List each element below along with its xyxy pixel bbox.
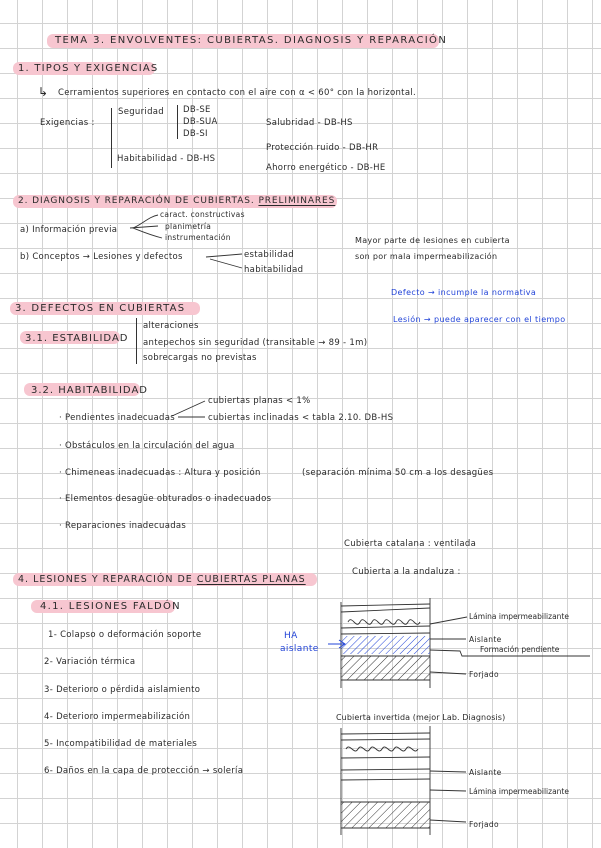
s2-estabilidad: estabilidad — [244, 250, 294, 260]
s4-andaluza: Cubierta a la andaluza : — [352, 567, 461, 577]
d1-leader-lamina — [430, 617, 467, 624]
s3-inclinadas: cubiertas inclinadas < tabla 2.10. DB-HS — [208, 413, 394, 423]
d1-aislante-blue — [341, 636, 430, 654]
d1-forjado-hatch — [341, 656, 430, 680]
s1-arrow-icon: ↳ — [38, 85, 49, 99]
s3-pendientes: · Pendientes inadecuadas — [59, 413, 175, 423]
d1-top-line — [341, 604, 430, 606]
d1-leader-forjado — [430, 672, 466, 674]
s1-db-sua: DB-SUA — [183, 117, 218, 127]
s3-alteraciones: alteraciones — [143, 321, 199, 331]
d1-insulation — [348, 620, 420, 625]
d2-insulation — [346, 747, 418, 751]
s1-heading: 1. TIPOS Y EXIGENCIAS — [18, 63, 159, 74]
s4-heading: 4. LESIONES Y REPARACIÓN DE CUBIERTAS PLANAS — [18, 574, 306, 585]
s4-ha-aislante: aislante — [280, 644, 319, 654]
s2-heading: 2. DIAGNOSIS Y REPARACIÓN DE CUBIERTAS. PRELIMINARES — [18, 196, 336, 206]
s4-item-5: 5- Incompatibilidad de materiales — [44, 739, 198, 749]
s4-item-4: 4- Deterioro impermeabilización — [44, 712, 191, 722]
s1-habitabilidad: Habitabilidad - DB-HS — [117, 154, 216, 164]
d2-aislante: Aislante — [469, 768, 502, 777]
s1-ahorro: Ahorro energético - DB-HE — [266, 163, 386, 173]
s4-item-3: 3- Deterioro o pérdida aislamiento — [44, 685, 201, 695]
d2-forjado-hatch — [341, 802, 430, 828]
s1-salubridad: Salubridad - DB-HS — [266, 118, 353, 128]
d2-leader-forjado — [430, 820, 466, 822]
s1-db-se: DB-SE — [183, 105, 211, 115]
d2-forjado: Forjado — [469, 820, 499, 829]
s1-db-si: DB-SI — [183, 129, 208, 139]
d1-forjado: Forjado — [469, 670, 499, 679]
s2-planimetria: planimetría — [165, 222, 212, 231]
s3-chimeneas: · Chimeneas inadecuadas : Altura y posición — [59, 468, 261, 478]
s3-lesion: Lesión → puede aparecer con el tiempo — [393, 315, 566, 324]
s1-ruido: Protección ruido - DB-HR — [266, 143, 379, 153]
s3-sobrecargas: sobrecargas no previstas — [143, 353, 257, 363]
s3-antepechos: antepechos sin seguridad (transitable → 89 - 1m) — [143, 338, 368, 348]
d1-leader-formacion — [430, 650, 590, 656]
s3-sub1: 3.1. ESTABILIDAD — [25, 333, 129, 344]
s2-instrumentacion: instrumentación — [165, 233, 231, 242]
s1-seguridad: Seguridad — [118, 107, 164, 117]
d2-leader-lamina — [430, 790, 466, 791]
s2-carac: caract. constructivas — [160, 210, 245, 219]
d1-lamina: Lámina impermeabilizante — [469, 612, 569, 621]
s2-conceptos: b) Conceptos → Lesiones y defectos — [20, 252, 183, 262]
s4-catalana: Cubierta catalana : ventilada — [344, 539, 477, 549]
s2-info: a) Información previa — [20, 225, 118, 235]
s1-exigencias: Exigencias : — [40, 118, 95, 128]
s3-planas: cubiertas planas < 1% — [208, 396, 311, 406]
d2-lamina: Lámina impermeabilizante — [469, 787, 569, 796]
s4-item-1: 1- Colapso o deformación soporte — [48, 630, 202, 640]
s3-split — [172, 401, 205, 417]
s2-habitabilidad: habitabilidad — [244, 265, 304, 275]
s2-note1: Mayor parte de lesiones en cubierta — [355, 236, 510, 245]
s3-elementos: · Elementos desagüe obturados o inadecuados — [59, 494, 272, 504]
d1-formacion: Formación pendiente — [480, 645, 560, 654]
s3-sub2: 3.2. HABITABILIDAD — [31, 385, 148, 396]
page-title: TEMA 3. ENVOLVENTES: CUBIERTAS. DIAGNOSIS Y REPARACIÓN — [55, 35, 448, 46]
s4-item-6: 6- Daños en la capa de protección → solería — [44, 766, 244, 776]
s4-ha: HA — [284, 631, 298, 641]
s2-split-b — [206, 254, 242, 268]
s3-heading: 3. DEFECTOS EN CUBIERTAS — [15, 303, 186, 314]
d2-leader-aislante — [430, 771, 466, 772]
s2-note2: son por mala impermeabilización — [355, 252, 498, 261]
s4-sub1: 4.1. LESIONES FALDÓN — [40, 601, 181, 612]
s3-obstaculos: · Obstáculos en la circulación del agua — [59, 441, 235, 451]
s4-item-2: 2- Variación térmica — [44, 657, 136, 667]
s1-cerramientos: Cerramientos superiores en contacto con el aire con α < 60° con la horizontal. — [58, 88, 416, 98]
s3-reparaciones: · Reparaciones inadecuadas — [59, 521, 187, 531]
s3-defecto: Defecto → incumple la normativa — [391, 288, 537, 297]
d1-aislante: Aislante — [469, 635, 502, 644]
d2-title: Cubierta invertida (mejor Lab. Diagnosis) — [336, 713, 506, 722]
s3-separacion: (separación mínima 50 cm a los desagües — [302, 468, 494, 478]
